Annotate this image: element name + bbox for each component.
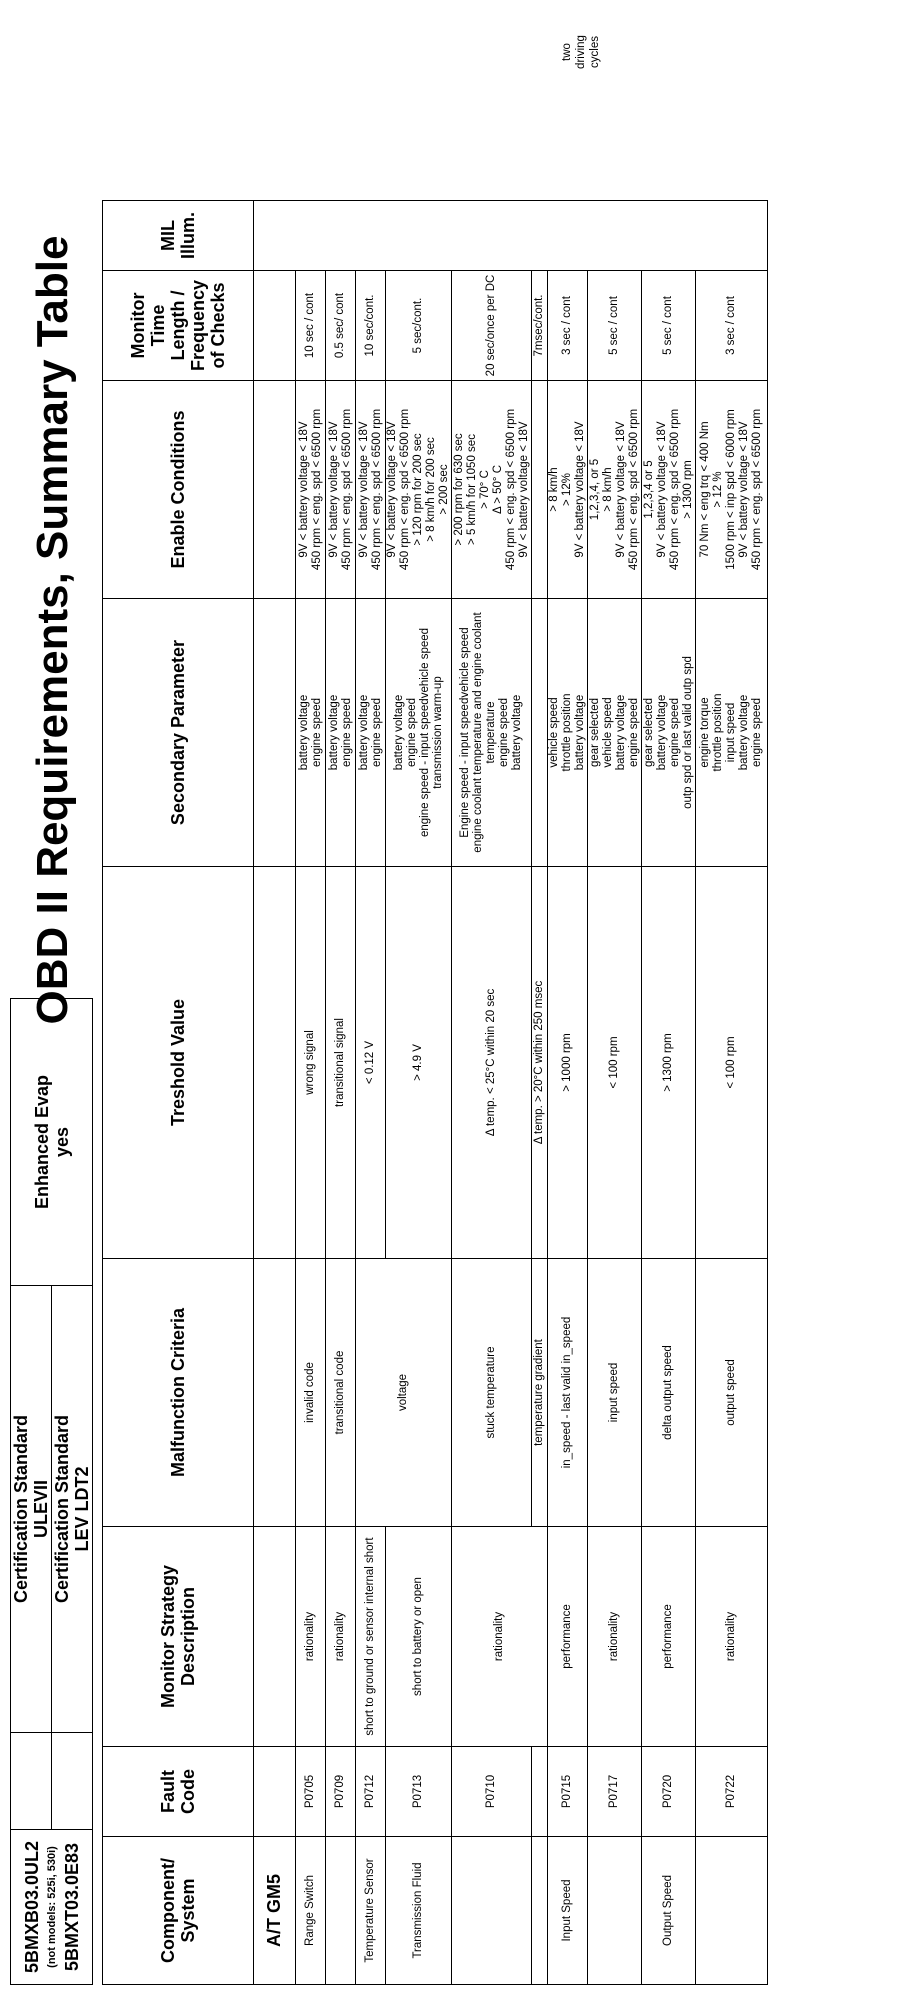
cert-spacer2 bbox=[52, 1733, 93, 1830]
col-component: Component/ System bbox=[103, 1837, 254, 1985]
table-row: P0709 rationality transitional code transitional signal battery voltage engine speed 9V < battery voltage < 18V 450 rpm < eng. spd < 6500 rpm 0.5 sec/ cont bbox=[326, 201, 356, 1985]
table-row: P0717 rationality input speed < 100 rpm gear selected vehicle speed battery voltage engine speed 1,2,3,4, or 5 > 8 km/h 9V < battery voltage < 18V 450 rpm < eng. spd < 6500 rpm 5 sec / cont bbox=[588, 201, 642, 1985]
table-row: P0722 rationality output speed < 100 rpm engine torque throttle position input speed battery voltage engine speed 70 Nm < eng trq < 400 Nm > 12 % 1500 rpm < inp spd < 6000 rpm 9V < battery voltage < 18V 450 rpm < eng. spd < 6500 rpm 3 sec / cont bbox=[696, 201, 768, 1985]
evap-label: Enhanced Evap bbox=[31, 1074, 52, 1210]
evap-cell bbox=[11, 999, 93, 1286]
col-fault-code: Fault Code bbox=[103, 1747, 254, 1837]
model-note: (not models: 525i, 530i) bbox=[45, 1846, 58, 1968]
evap-value: yes bbox=[51, 1126, 72, 1158]
cert-spacer bbox=[11, 1733, 52, 1830]
cert-value2: LEV LDT2 bbox=[72, 1466, 92, 1552]
col-threshold: Treshold Value bbox=[103, 867, 254, 1259]
summary-table bbox=[102, 200, 768, 1985]
table-row: P0710 rationality stuck temperature Δ temp. < 25°C within 20 sec Engine speed - input speedvehicle speed engine coolant temperature and engine coolant temperature engine speed battery voltage > 200 rpm for 630 sec > 5 km/h for 1050 sec > 70° C Δ > 50° C 450 rpm < eng. spd < 6500 rpm 9V < battery voltage < 18V 20 sec/once per DC bbox=[452, 201, 532, 1985]
cert-label1: Certification Standard bbox=[11, 1414, 31, 1604]
col-strategy: Monitor Strategy Description bbox=[103, 1527, 254, 1747]
cert-label2: Certification Standard bbox=[52, 1414, 72, 1604]
col-secondary: Secondary Parameter bbox=[103, 599, 254, 867]
col-monitor-time: Monitor Time Length / Frequency of Checks bbox=[103, 271, 254, 381]
cert-cell-2 bbox=[52, 1286, 93, 1733]
table-row: Temperature Sensor P0712 short to ground or sensor internal short voltage < 0.12 V battery voltage engine speed 9V < battery voltage < 18V 450 rpm < eng. spd < 6500 rpm 10 sec/cont. bbox=[356, 201, 386, 1985]
col-mil: MIL Illum. bbox=[103, 201, 254, 271]
model-line1: 5BMXB03.0UL2 bbox=[21, 1840, 42, 1974]
table-row: temperature gradient Δ temp. > 20°C within 250 msec 7msec/cont. bbox=[532, 201, 548, 1985]
table-row: Transmission Fluid P0713 short to battery or open > 4.9 V battery voltage engine speed engine speed - input speedvehicle speed transmission warm-up 9V < battery voltage < 18V 450 rpm < eng. spd < 6500 rpm > 120 rpm for 200 sec > 8 km/h for 200 sec > 200 sec 5 sec/cont. bbox=[386, 201, 452, 1985]
mil-cell bbox=[254, 201, 768, 271]
page-title: OBD II Requirements, Summary Table bbox=[28, 235, 77, 1025]
mil-text: two driving cycles bbox=[561, 35, 601, 69]
group-label: A/T GM5 bbox=[254, 1837, 296, 1985]
cert-cell-1 bbox=[11, 1286, 52, 1733]
table-row: Output Speed P0720 performance delta output speed > 1300 rpm gear selected battery voltage engine speed outp spd or last valid outp spd 1,2,3,4 or 5 9V < battery voltage < 18V 450 rpm < eng. spd < 6500 rpm > 1300 rpm 5 sec / cont bbox=[642, 201, 696, 1985]
table-row: Range Switch P0705 rationality invalid code wrong signal battery voltage engine speed 9V < battery voltage < 18V 450 rpm < eng. spd < 6500 rpm 10 sec / cont bbox=[296, 201, 326, 1985]
col-criteria: Malfunction Criteria bbox=[103, 1259, 254, 1527]
col-enable: Enable Conditions bbox=[103, 381, 254, 599]
header-table bbox=[10, 998, 93, 1985]
cert-value1: ULEVII bbox=[31, 1480, 51, 1539]
model-cell bbox=[11, 1830, 93, 1985]
model-line2: 5BMXT03.0E83 bbox=[61, 1842, 82, 1972]
table-row: Input Speed P0715 performance in_speed - last valid in_speed > 1000 rpm vehicle speed throttle position battery voltage > 8 km/h > 12% 9V < battery voltage < 18V 3 sec / cont bbox=[548, 201, 588, 1985]
